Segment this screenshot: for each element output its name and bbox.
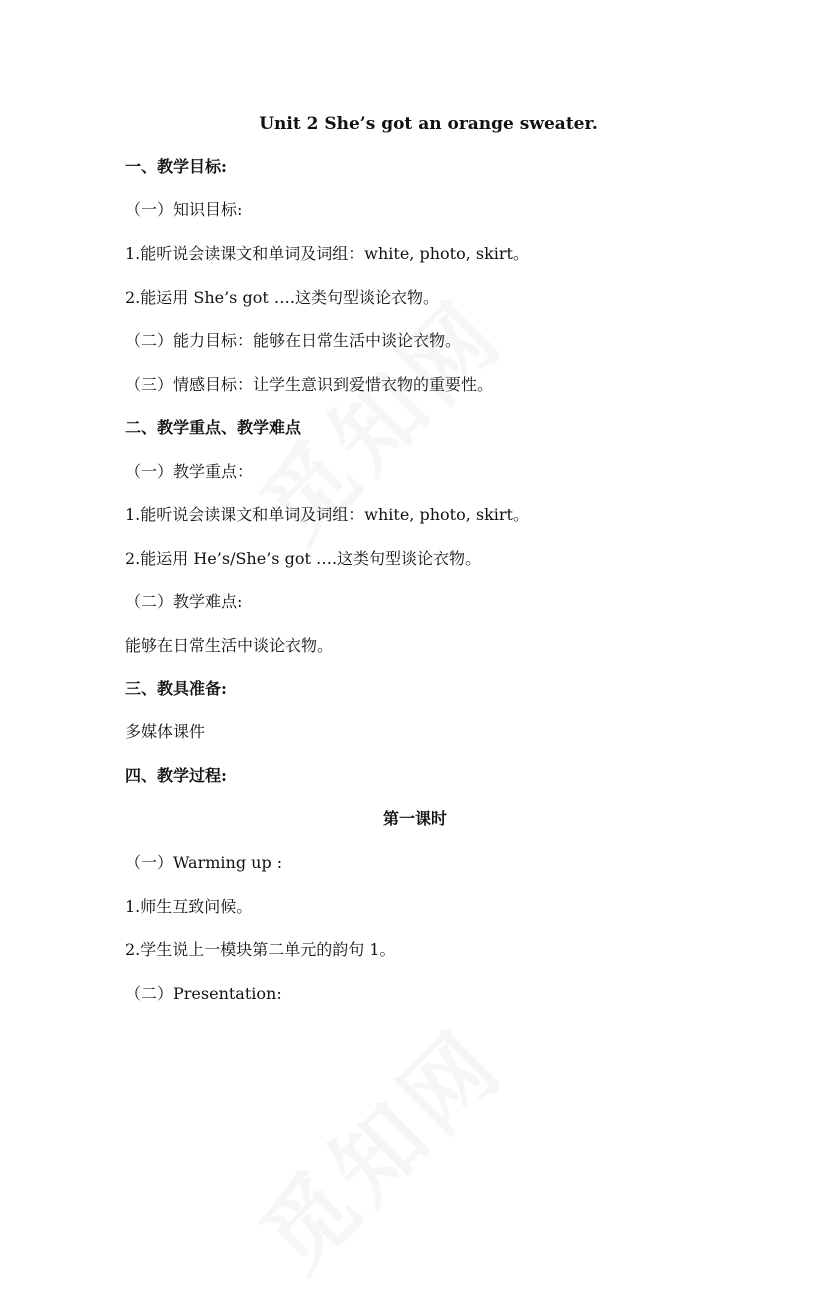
- paragraph: 2.学生说上一模块第二单元的韵句 1。: [125, 940, 396, 959]
- paragraph: 1.师生互致问候。: [125, 897, 253, 916]
- lesson-heading: 第一课时: [382, 809, 447, 828]
- section-heading: 二、教学重点、教学难点: [125, 418, 302, 437]
- paragraph: （一）Warming up :: [125, 853, 283, 872]
- paragraph: 多媒体课件: [125, 722, 206, 741]
- paragraph: （三）情感目标：让学生意识到爱惜衣物的重要性。: [125, 375, 494, 394]
- paragraph: （一）知识目标:: [125, 200, 243, 219]
- paragraph: 2.能运用 She’s got ….这类句型谈论衣物。: [125, 288, 439, 307]
- section-heading: 一、教学目标:: [125, 157, 227, 176]
- paragraph: （二）能力目标：能够在日常生活中谈论衣物。: [125, 331, 462, 350]
- section-heading: 四、教学过程:: [125, 766, 227, 785]
- paragraph: （二）教学难点:: [125, 592, 243, 611]
- paragraph: 1.能听说会读课文和单词及词组：white, photo, skirt。: [125, 505, 529, 524]
- paragraph: （二）Presentation:: [125, 984, 282, 1003]
- section-heading: 三、教具准备:: [125, 679, 227, 698]
- paragraph: 能够在日常生活中谈论衣物。: [125, 636, 334, 655]
- watermark: [227, 995, 527, 1295]
- paragraph: （一）教学重点：: [125, 462, 254, 481]
- paragraph: 1.能听说会读课文和单词及词组：white, photo, skirt。: [125, 244, 529, 263]
- paragraph: 2.能运用 He’s/She’s got ….这类句型谈论衣物。: [125, 549, 482, 568]
- document-title: Unit 2 She’s got an orange sweater.: [259, 114, 598, 134]
